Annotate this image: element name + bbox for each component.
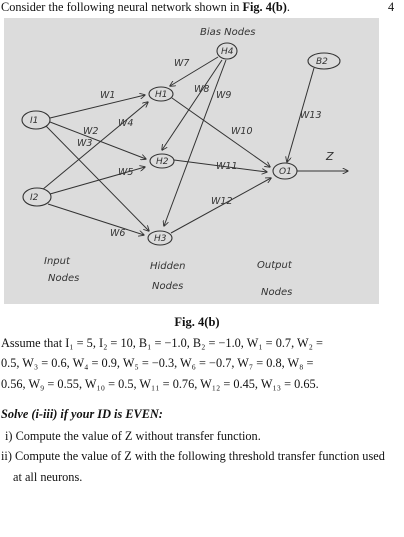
assumption-line-3: 0.56, W₉ = 0.55, W₁₀ = 0.5, W₁₁ = 0.76, W₁₂ = 0.45, W₁₃ = 0.65.: [1, 376, 319, 391]
task-2: ii) Compute the value of Z with the following threshold transfer function used: [1, 449, 385, 463]
intro-prefix: Consider the following neural network shown in: [1, 0, 243, 14]
weight-w11: W11: [216, 161, 238, 172]
task-2-continued: at all neurons.: [13, 470, 83, 484]
network-diagram: [4, 18, 379, 304]
label-hidden-1: Hidden: [150, 261, 186, 272]
network-figure: [4, 18, 379, 304]
edge-w3: [46, 126, 149, 231]
figure-reference: Fig. 4(b): [242, 0, 287, 14]
intro-sentence: [1, 0, 290, 15]
assumption-line-2: 0.5, W₃ = 0.6, W₄ = 0.9, W₅ = −0.3, W₆ = −0.7, W₇ = 0.8, W₈ =: [1, 356, 314, 371]
label-output-1: Output: [257, 260, 292, 271]
task-1: i) Compute the value of Z without transfer function.: [5, 429, 261, 443]
label-output-2: Nodes: [261, 287, 293, 298]
node-label-h4: H4: [221, 47, 234, 57]
edge-w1: [50, 95, 145, 118]
page-number: 4: [388, 0, 395, 14]
intro-suffix: .: [286, 0, 290, 14]
weight-w10: W10: [231, 126, 253, 137]
label-hidden-2: Nodes: [152, 281, 184, 292]
edge-w6: [48, 204, 144, 235]
node-label-h3: H3: [154, 234, 167, 244]
figure-caption: Fig. 4(b): [174, 315, 220, 329]
label-bias-nodes: Bias Nodes: [200, 27, 256, 38]
weight-w5: W5: [118, 167, 134, 178]
edge-w8: [162, 60, 222, 150]
node-label-h2: H2: [156, 157, 169, 167]
output-label-z: Z: [326, 150, 334, 163]
node-label-b2: B2: [316, 57, 328, 67]
weight-w7: W7: [174, 58, 190, 69]
label-input-1: Input: [44, 256, 70, 267]
weight-w1: W1: [100, 90, 116, 101]
assumption-line-1: Assume that I₁ = 5, I₂ = 10, B₁ = −1.0, B₂ = −1.0, W₁ = 0.7, W₂ =: [1, 336, 323, 350]
weight-w13: W13: [300, 110, 322, 121]
edge-w10: [172, 98, 270, 167]
tasks-heading: Solve (i-iii) if your ID is EVEN:: [1, 407, 163, 421]
weight-w3: W3: [77, 138, 93, 149]
weight-w9: W9: [216, 90, 232, 101]
node-label-i1: I1: [30, 116, 39, 126]
node-label-h1: H1: [155, 90, 168, 100]
weight-w8: W8: [194, 84, 210, 95]
node-label-i2: I2: [30, 193, 39, 203]
weight-w12: W12: [211, 196, 233, 207]
node-label-o1: O1: [279, 167, 292, 177]
label-input-2: Nodes: [48, 273, 80, 284]
weight-w6: W6: [110, 228, 126, 239]
assumption-paragraph: [1, 333, 393, 394]
weight-w2: W2: [83, 126, 99, 137]
weight-w4: W4: [118, 118, 134, 129]
